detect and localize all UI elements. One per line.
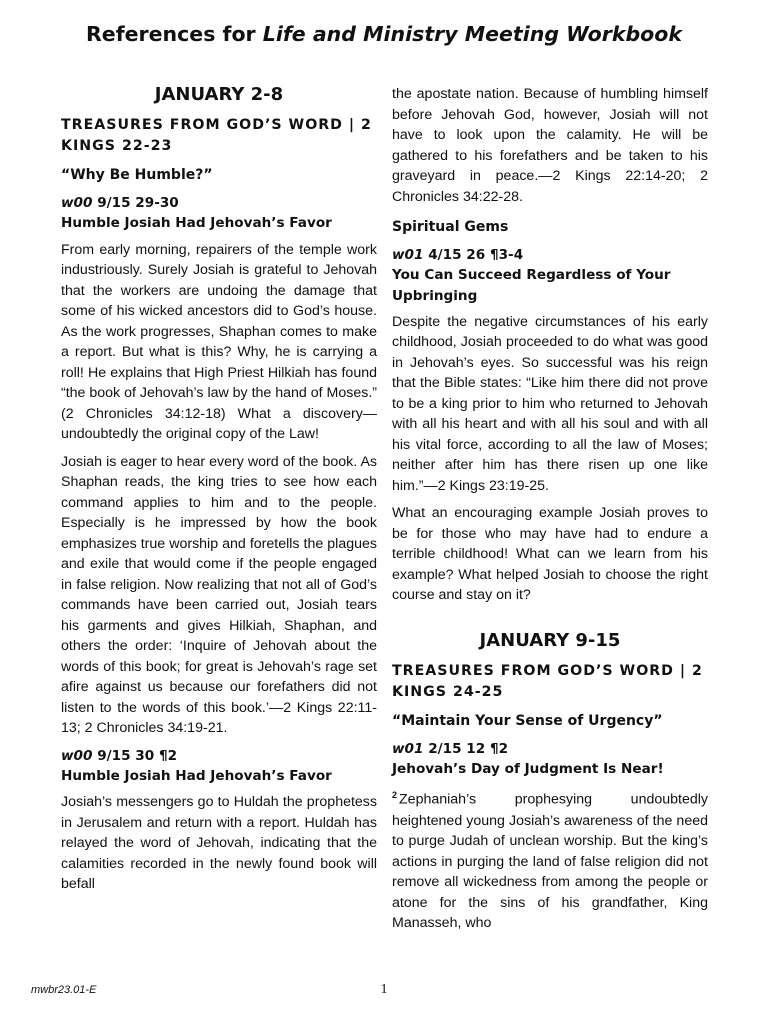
week-heading: JANUARY 2-8: [154, 84, 284, 105]
citation: 9/15 29-30: [92, 195, 179, 211]
section-heading: TREASURES FROM GOD’S WORD | 2 KINGS 22-23: [61, 117, 372, 154]
paragraph-text: Zephaniah’s prophesying undoubtedly heightened young Josiah’s awareness of the need to purge Judah of unclean worship. But the king’s actions in purging the land of false religion did not remove all wickedness from among the people or atone for the sins of his grandfather, King Manasseh, who: [392, 792, 708, 932]
body-paragraph: [392, 785, 708, 933]
reference-citation: [392, 739, 708, 780]
body-paragraph-continued: the apostate nation. Because of humbling himself before Jehovah God, however, Josiah will not have to look upon the calamity. He will be gathered to his forefathers and be taken to his graveyard in peace.—2 Kings 22:14-20; 2 Chronicles 34:22-28.: [392, 86, 708, 205]
part-title: “Maintain Your Sense of Urgency”: [392, 712, 663, 729]
reference-citation: [392, 245, 708, 306]
reference-heading: Humble Josiah Had Jehovah’s Favor: [61, 215, 332, 232]
reference-heading: You Can Succeed Regardless of Your Upbringing: [392, 267, 671, 304]
publication-code: w01: [392, 247, 424, 263]
body-paragraph: Josiah is eager to hear every word of the book. As Shaphan reads, the king tries to see how each command applies to him and to the people. Especially is he impressed by how the book emphasizes true worship and foretells the plagues and exile that would come if the people engaged in false religion. Now realizing that not all of God’s commands have been carried out, Josiah tears his garments and gives Hilkiah, Shaphan, and others the order: ‘Inquire of Jehovah about the words of this book; for great is Jehovah’s rage set afire against us because our forefathers did not listen to the words of this book.’—2 Kings 22:11-13; 2 Chronicles 34:19-21.: [61, 453, 377, 737]
part-title: “Why Be Humble?”: [61, 167, 213, 183]
citation: 9/15 30 ¶2: [92, 747, 178, 764]
spiritual-gems-title: Spiritual Gems: [392, 219, 509, 235]
citation: 4/15 26 ¶3-4: [423, 247, 524, 263]
body-paragraph: Despite the negative circumstances of his early childhood, Josiah proceeded to do what was good in Jehovah’s eyes. So successful was his reign that the Bible states: “Like him there did not prove to be a king prior to him who returned to Jehovah with all his heart and with all his soul and with all his vital force, according to all the law of Moses; neither after him has there risen up one like him.”—2 Kings 23:19-25.: [392, 313, 708, 494]
page-number: 1: [380, 982, 388, 997]
footer-publication-code: mwbr23.01-E: [31, 984, 97, 996]
publication-code: w00: [61, 195, 93, 211]
publication-code: w00: [61, 747, 93, 764]
body-paragraph: Josiah’s messengers go to Huldah the prophetess in Jerusalem and return with a report. Huldah has relayed the word of Jehovah, indicating that the calamities recorded in the newly found book will befall: [61, 794, 377, 893]
week-heading: JANUARY 9-15: [479, 629, 621, 651]
section-heading: TREASURES FROM GOD’S WORD | 2 KINGS 24-25: [392, 662, 703, 700]
body-paragraph: What an encouraging example Josiah proves to be for those who may have had to endure a terrible childhood! What can we learn from his example? What helped Josiah to choose the right course and stay on it?: [392, 505, 708, 604]
reference-citation: [61, 193, 377, 234]
page-title: [0, 22, 768, 46]
right-column: [392, 84, 708, 941]
reference-heading: Humble Josiah Had Jehovah’s Favor: [61, 767, 332, 784]
paragraph-number: 2: [392, 790, 398, 801]
title-prefix: References for: [86, 22, 263, 46]
citation: 2/15 12 ¶2: [423, 740, 509, 757]
reference-heading: Jehovah’s Day of Judgment Is Near!: [392, 761, 664, 778]
title-italic: Life and Ministry Meeting Workbook: [262, 22, 682, 46]
publication-code: w01: [392, 740, 424, 757]
left-column: [61, 84, 377, 902]
body-paragraph: From early morning, repairers of the temple work industriously. Surely Josiah is grateful to Jehovah that the workers are undoing the damage that some of his wicked ancestors did to God’s house. As the work progresses, Shaphan comes to make a report. But what is this? Why, he is carrying a roll! He explains that High Priest Hilkiah has found “the book of Jehovah’s law by the hand of Moses.” (2 Chronicles 34:12-18) What a discovery—undoubtedly the original copy of the Law!: [61, 241, 377, 443]
reference-citation: [61, 746, 377, 787]
